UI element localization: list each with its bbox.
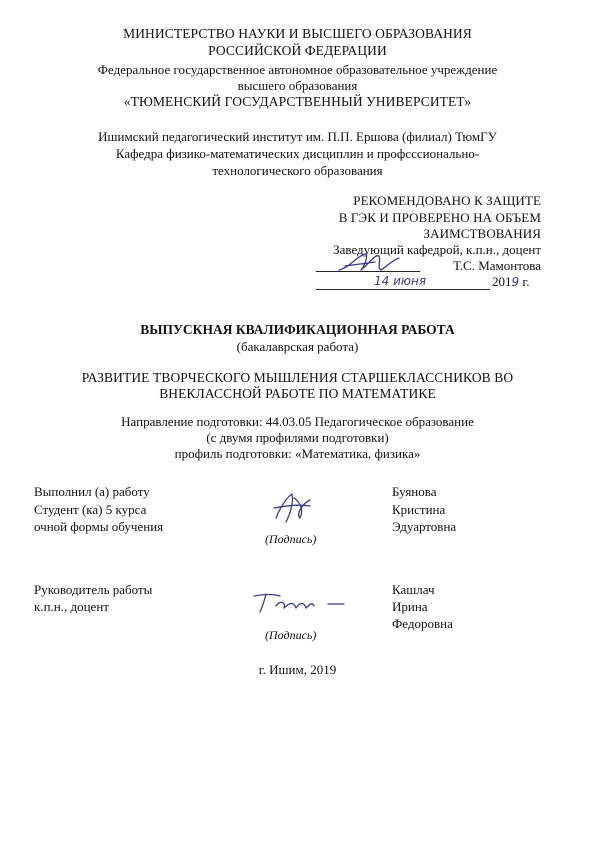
year-digit-handwritten: 9 <box>511 275 520 289</box>
student-signature <box>270 490 316 526</box>
ministry-line-2: РОССИЙСКОЙ ФЕДЕРАЦИИ <box>208 43 387 58</box>
year-prefix: 201 <box>492 274 512 289</box>
year-suffix: г. <box>519 274 530 289</box>
university-name: «ТЮМЕНСКИЙ ГОСУДАРСТВЕННЫЙ УНИВЕРСИТЕТ» <box>123 94 472 109</box>
direction-line-2: (с двумя профилями подготовки) <box>206 430 389 445</box>
date-line <box>316 289 490 290</box>
supervisor-name-line-3: Федоровна <box>392 616 453 631</box>
student-name-line-1: Буянова <box>392 484 437 499</box>
supervisor-label-line-1: Руководитель работы <box>34 582 153 597</box>
student-signature-caption: (Подпись) <box>265 532 317 546</box>
supervisor-signature-caption: (Подпись) <box>265 628 317 642</box>
approval-line-3: ЗАИМСТВОВАНИЯ <box>423 226 541 241</box>
approval-date-handwritten: 14 июня <box>374 274 427 288</box>
institution-line-1: Федеральное государственное автономное образовательное учреждение <box>97 62 498 77</box>
supervisor-name-line-1: Кашлач <box>392 582 435 597</box>
work-type: ВЫПУСКНАЯ КВАЛИФИКАЦИОННАЯ РАБОТА <box>140 322 455 337</box>
branch-name: Ишимский педагогический институт им. П.П. Ершова (филиал) ТюмГУ <box>98 129 497 144</box>
student-name-line-2: Кристина <box>392 502 446 517</box>
institution-line-2: высшего образования <box>237 78 358 93</box>
approval-year <box>492 274 530 290</box>
approval-line-1: РЕКОМЕНДОВАНО К ЗАЩИТЕ <box>353 193 541 208</box>
department-line-2: технологического образования <box>212 163 383 178</box>
student-name-line-3: Эдуартовна <box>392 519 457 534</box>
place-year: г. Ишим, 2019 <box>258 662 337 677</box>
supervisor-label-line-2: к.п.н., доцент <box>34 599 109 614</box>
student-label-line-3: очной формы обучения <box>34 519 164 534</box>
work-title-line-2: ВНЕКЛАССНОЙ РАБОТЕ ПО МАТЕМАТИКЕ <box>159 386 436 401</box>
student-label-line-2: Студент (ка) 5 курса <box>34 502 147 517</box>
ministry-line-1: МИНИСТЕРСТВО НАУКИ И ВЫСШЕГО ОБРАЗОВАНИЯ <box>123 26 472 41</box>
student-label-line-1: Выполнил (а) работу <box>34 484 150 499</box>
approval-head-position: Заведующий кафедрой, к.п.н., доцент <box>333 242 541 257</box>
work-title-line-1: РАЗВИТИЕ ТВОРЧЕСКОГО МЫШЛЕНИЯ СТАРШЕКЛАССНИКОВ ВО <box>81 370 514 385</box>
department-line-1: Кафедра физико-математических дисциплин и профсссионально- <box>115 146 480 161</box>
direction-line-3: профиль подготовки: «Математика, физика» <box>174 446 421 461</box>
approval-line-2: В ГЭК И ПРОВЕРЕНО НА ОБЪЕМ <box>338 210 541 225</box>
supervisor-signature <box>250 588 350 616</box>
work-subtype: (бакалаврская работа) <box>236 339 359 354</box>
direction-line-1: Направление подготовки: 44.03.05 Педагогическое образование <box>121 414 474 429</box>
supervisor-name-line-2: Ирина <box>392 599 428 614</box>
head-name: Т.С. Мамонтова <box>453 258 541 273</box>
